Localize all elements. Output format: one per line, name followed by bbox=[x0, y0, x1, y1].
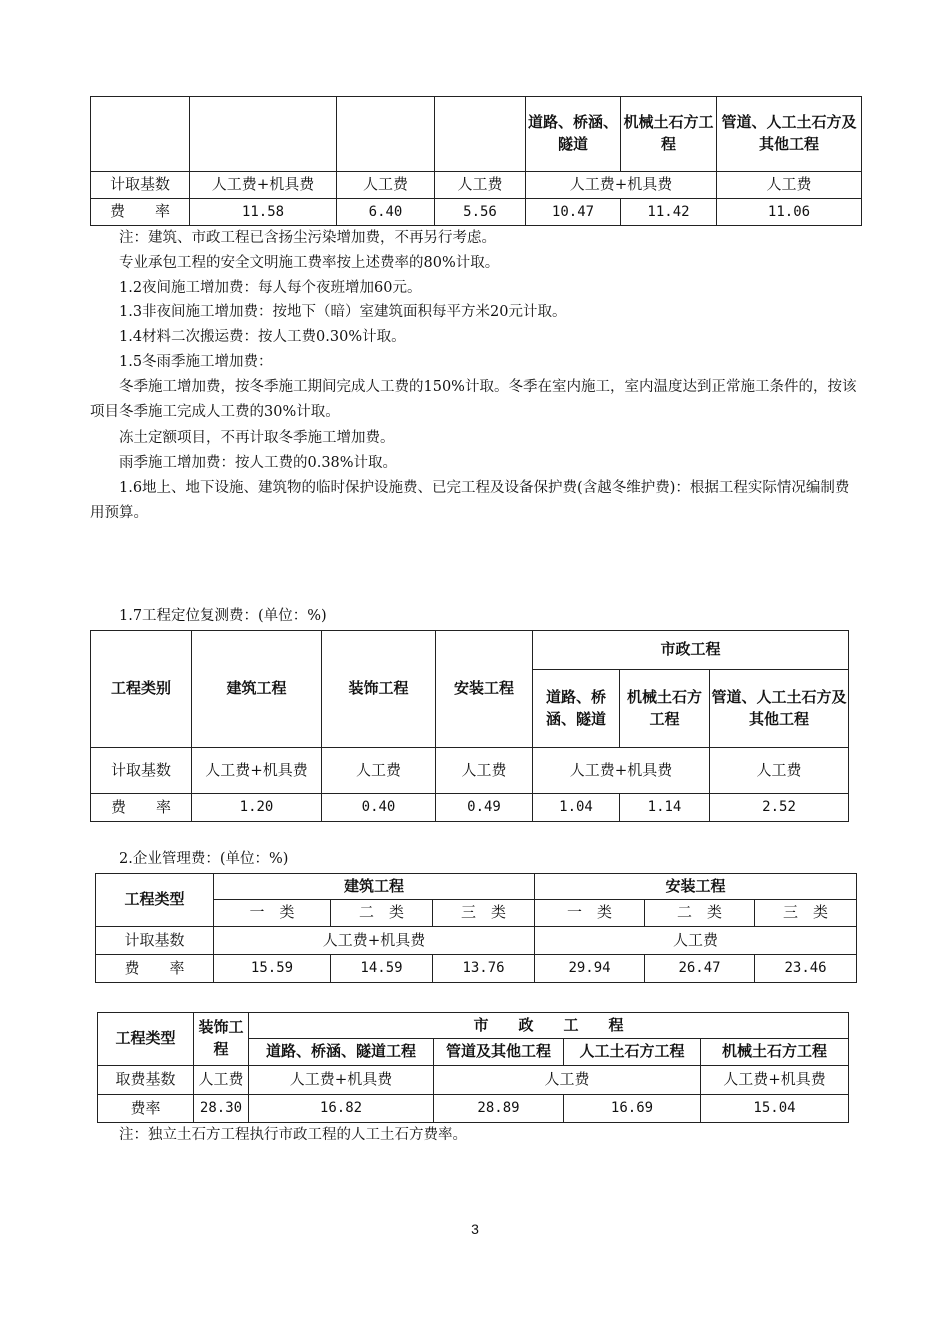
safety-fee-rate-table bbox=[90, 96, 862, 226]
header-manual-earthwork: 人工土石方工程 bbox=[564, 1039, 701, 1066]
municipal-management-fee-table bbox=[97, 1012, 849, 1123]
header-municipal: 市政工程 bbox=[533, 631, 849, 670]
blank-cell bbox=[91, 97, 190, 172]
rate-cell: 15.04 bbox=[701, 1095, 849, 1123]
blank-cell bbox=[337, 97, 435, 172]
para-1-3: 1.3非夜间施工增加费：按地下（暗）室建筑面积每平方米20元计取。 bbox=[119, 304, 567, 320]
rate-cell: 13.76 bbox=[433, 955, 535, 983]
para-frozen: 冻土定额项目，不再计取冬季施工增加费。 bbox=[119, 430, 395, 446]
row-label-base: 取费基数 bbox=[98, 1066, 194, 1095]
survey-fee-rate-table bbox=[90, 630, 849, 822]
table2-type-label: 工程类别 bbox=[91, 631, 192, 748]
rate-cell: 29.94 bbox=[535, 955, 645, 983]
para-1-2: 1.2夜间施工增加费：每人每个夜班增加60元。 bbox=[119, 280, 422, 296]
base-cell: 人工费 bbox=[434, 1066, 701, 1095]
row-label-base: 计取基数 bbox=[91, 172, 190, 199]
rate-cell: 0.40 bbox=[322, 794, 436, 822]
page-number: 3 bbox=[471, 1221, 479, 1237]
base-cell: 人工费 bbox=[436, 748, 533, 794]
row-label-base: 计取基数 bbox=[96, 927, 214, 955]
rate-cell: 11.06 bbox=[717, 199, 862, 226]
rate-cell: 26.47 bbox=[645, 955, 755, 983]
base-cell: 人工费 bbox=[194, 1066, 249, 1095]
header-road-bridge: 道路、桥涵、隧道 bbox=[533, 670, 620, 748]
class-cell: 二 类 bbox=[645, 900, 755, 927]
base-cell: 人工费 bbox=[322, 748, 436, 794]
base-cell: 人工费+机具费 bbox=[533, 748, 710, 794]
rate-cell: 1.20 bbox=[192, 794, 322, 822]
para-1-5: 1.5冬雨季施工增加费： bbox=[119, 354, 273, 370]
note-dust: 注：建筑、市政工程已含扬尘污染增加费，不再另行考虑。 bbox=[119, 230, 496, 246]
rate-cell: 23.46 bbox=[755, 955, 857, 983]
header-mechanical-earthwork: 机械土石方工程 bbox=[621, 97, 717, 172]
header-building: 建筑工程 bbox=[214, 874, 535, 900]
row-label-rate: 费 率 bbox=[96, 955, 214, 983]
class-cell: 三 类 bbox=[755, 900, 857, 927]
table3-caption: 2.企业管理费：(单位：%) bbox=[119, 851, 289, 867]
rate-cell: 15.59 bbox=[214, 955, 331, 983]
rate-cell: 11.58 bbox=[190, 199, 337, 226]
row-label-rate: 费 率 bbox=[91, 794, 192, 822]
header-mechanical-earthwork: 机械土石方工程 bbox=[701, 1039, 849, 1066]
class-cell: 三 类 bbox=[433, 900, 535, 927]
header-road-bridge: 道路、桥涵、隧道 bbox=[526, 97, 621, 172]
rate-cell: 14.59 bbox=[331, 955, 433, 983]
rate-cell: 16.69 bbox=[564, 1095, 701, 1123]
class-cell: 二 类 bbox=[331, 900, 433, 927]
base-cell: 人工费+机具费 bbox=[192, 748, 322, 794]
rate-cell: 28.30 bbox=[194, 1095, 249, 1123]
header-road-bridge-tunnel: 道路、桥涵、隧道工程 bbox=[249, 1039, 434, 1066]
table4-type-label: 工程类型 bbox=[98, 1013, 194, 1066]
header-building: 建筑工程 bbox=[192, 631, 322, 748]
rate-cell: 11.42 bbox=[621, 199, 717, 226]
para-rainy: 雨季施工增加费：按人工费的0.38%计取。 bbox=[119, 455, 398, 471]
note-earthwork: 注：独立土石方工程执行市政工程的人工土石方费率。 bbox=[119, 1127, 467, 1143]
rate-cell: 5.56 bbox=[435, 199, 526, 226]
class-cell: 一 类 bbox=[535, 900, 645, 927]
para-specialty: 专业承包工程的安全文明施工费率按上述费率的80%计取。 bbox=[119, 255, 500, 271]
row-label-rate: 费率 bbox=[98, 1095, 194, 1123]
base-cell: 人工费 bbox=[535, 927, 857, 955]
header-pipe-other: 管道、人工土石方及其他工程 bbox=[710, 670, 849, 748]
rate-cell: 1.14 bbox=[620, 794, 710, 822]
rate-cell: 0.49 bbox=[436, 794, 533, 822]
rate-cell: 6.40 bbox=[337, 199, 435, 226]
base-cell: 人工费+机具费 bbox=[701, 1066, 849, 1095]
rate-cell: 28.89 bbox=[434, 1095, 564, 1123]
table2-caption: 1.7工程定位复测费：(单位：%) bbox=[119, 608, 327, 624]
blank-cell bbox=[435, 97, 526, 172]
header-decoration: 装饰工程 bbox=[322, 631, 436, 748]
para-1-6: 1.6地上、地下设施、建筑物的临时保护设施费、已完工程及设备保护费(含越冬维护费)：根据工程实际情况编制费用预算。 bbox=[90, 480, 850, 521]
blank-cell bbox=[190, 97, 337, 172]
base-cell: 人工费 bbox=[435, 172, 526, 199]
header-pipe-other: 管道及其他工程 bbox=[434, 1039, 564, 1066]
class-cell: 一 类 bbox=[214, 900, 331, 927]
header-installation: 安装工程 bbox=[535, 874, 857, 900]
base-cell: 人工费+机具费 bbox=[190, 172, 337, 199]
base-cell: 人工费 bbox=[710, 748, 849, 794]
base-cell: 人工费 bbox=[717, 172, 862, 199]
header-decoration: 装饰工程 bbox=[194, 1013, 249, 1066]
header-installation: 安装工程 bbox=[436, 631, 533, 748]
row-label-rate: 费 率 bbox=[91, 199, 190, 226]
base-cell: 人工费+机具费 bbox=[214, 927, 535, 955]
management-fee-table bbox=[95, 873, 857, 983]
para-1-4: 1.4材料二次搬运费：按人工费0.30%计取。 bbox=[119, 329, 406, 345]
base-cell: 人工费+机具费 bbox=[526, 172, 717, 199]
base-cell: 人工费+机具费 bbox=[249, 1066, 434, 1095]
para-winter: 冬季施工增加费，按冬季施工期间完成人工费的150%计取。冬季在室内施工，室内温度达到正常施工条件的，按该项目冬季施工完成人工费的30%计取。 bbox=[90, 379, 857, 420]
table3-type-label: 工程类型 bbox=[96, 874, 214, 927]
rate-cell: 1.04 bbox=[533, 794, 620, 822]
header-municipal: 市 政 工 程 bbox=[249, 1013, 849, 1039]
header-pipe-other: 管道、人工土石方及其他工程 bbox=[717, 97, 862, 172]
base-cell: 人工费 bbox=[337, 172, 435, 199]
rate-cell: 16.82 bbox=[249, 1095, 434, 1123]
rate-cell: 2.52 bbox=[710, 794, 849, 822]
row-label-base: 计取基数 bbox=[91, 748, 192, 794]
header-mechanical-earthwork: 机械土石方工程 bbox=[620, 670, 710, 748]
rate-cell: 10.47 bbox=[526, 199, 621, 226]
